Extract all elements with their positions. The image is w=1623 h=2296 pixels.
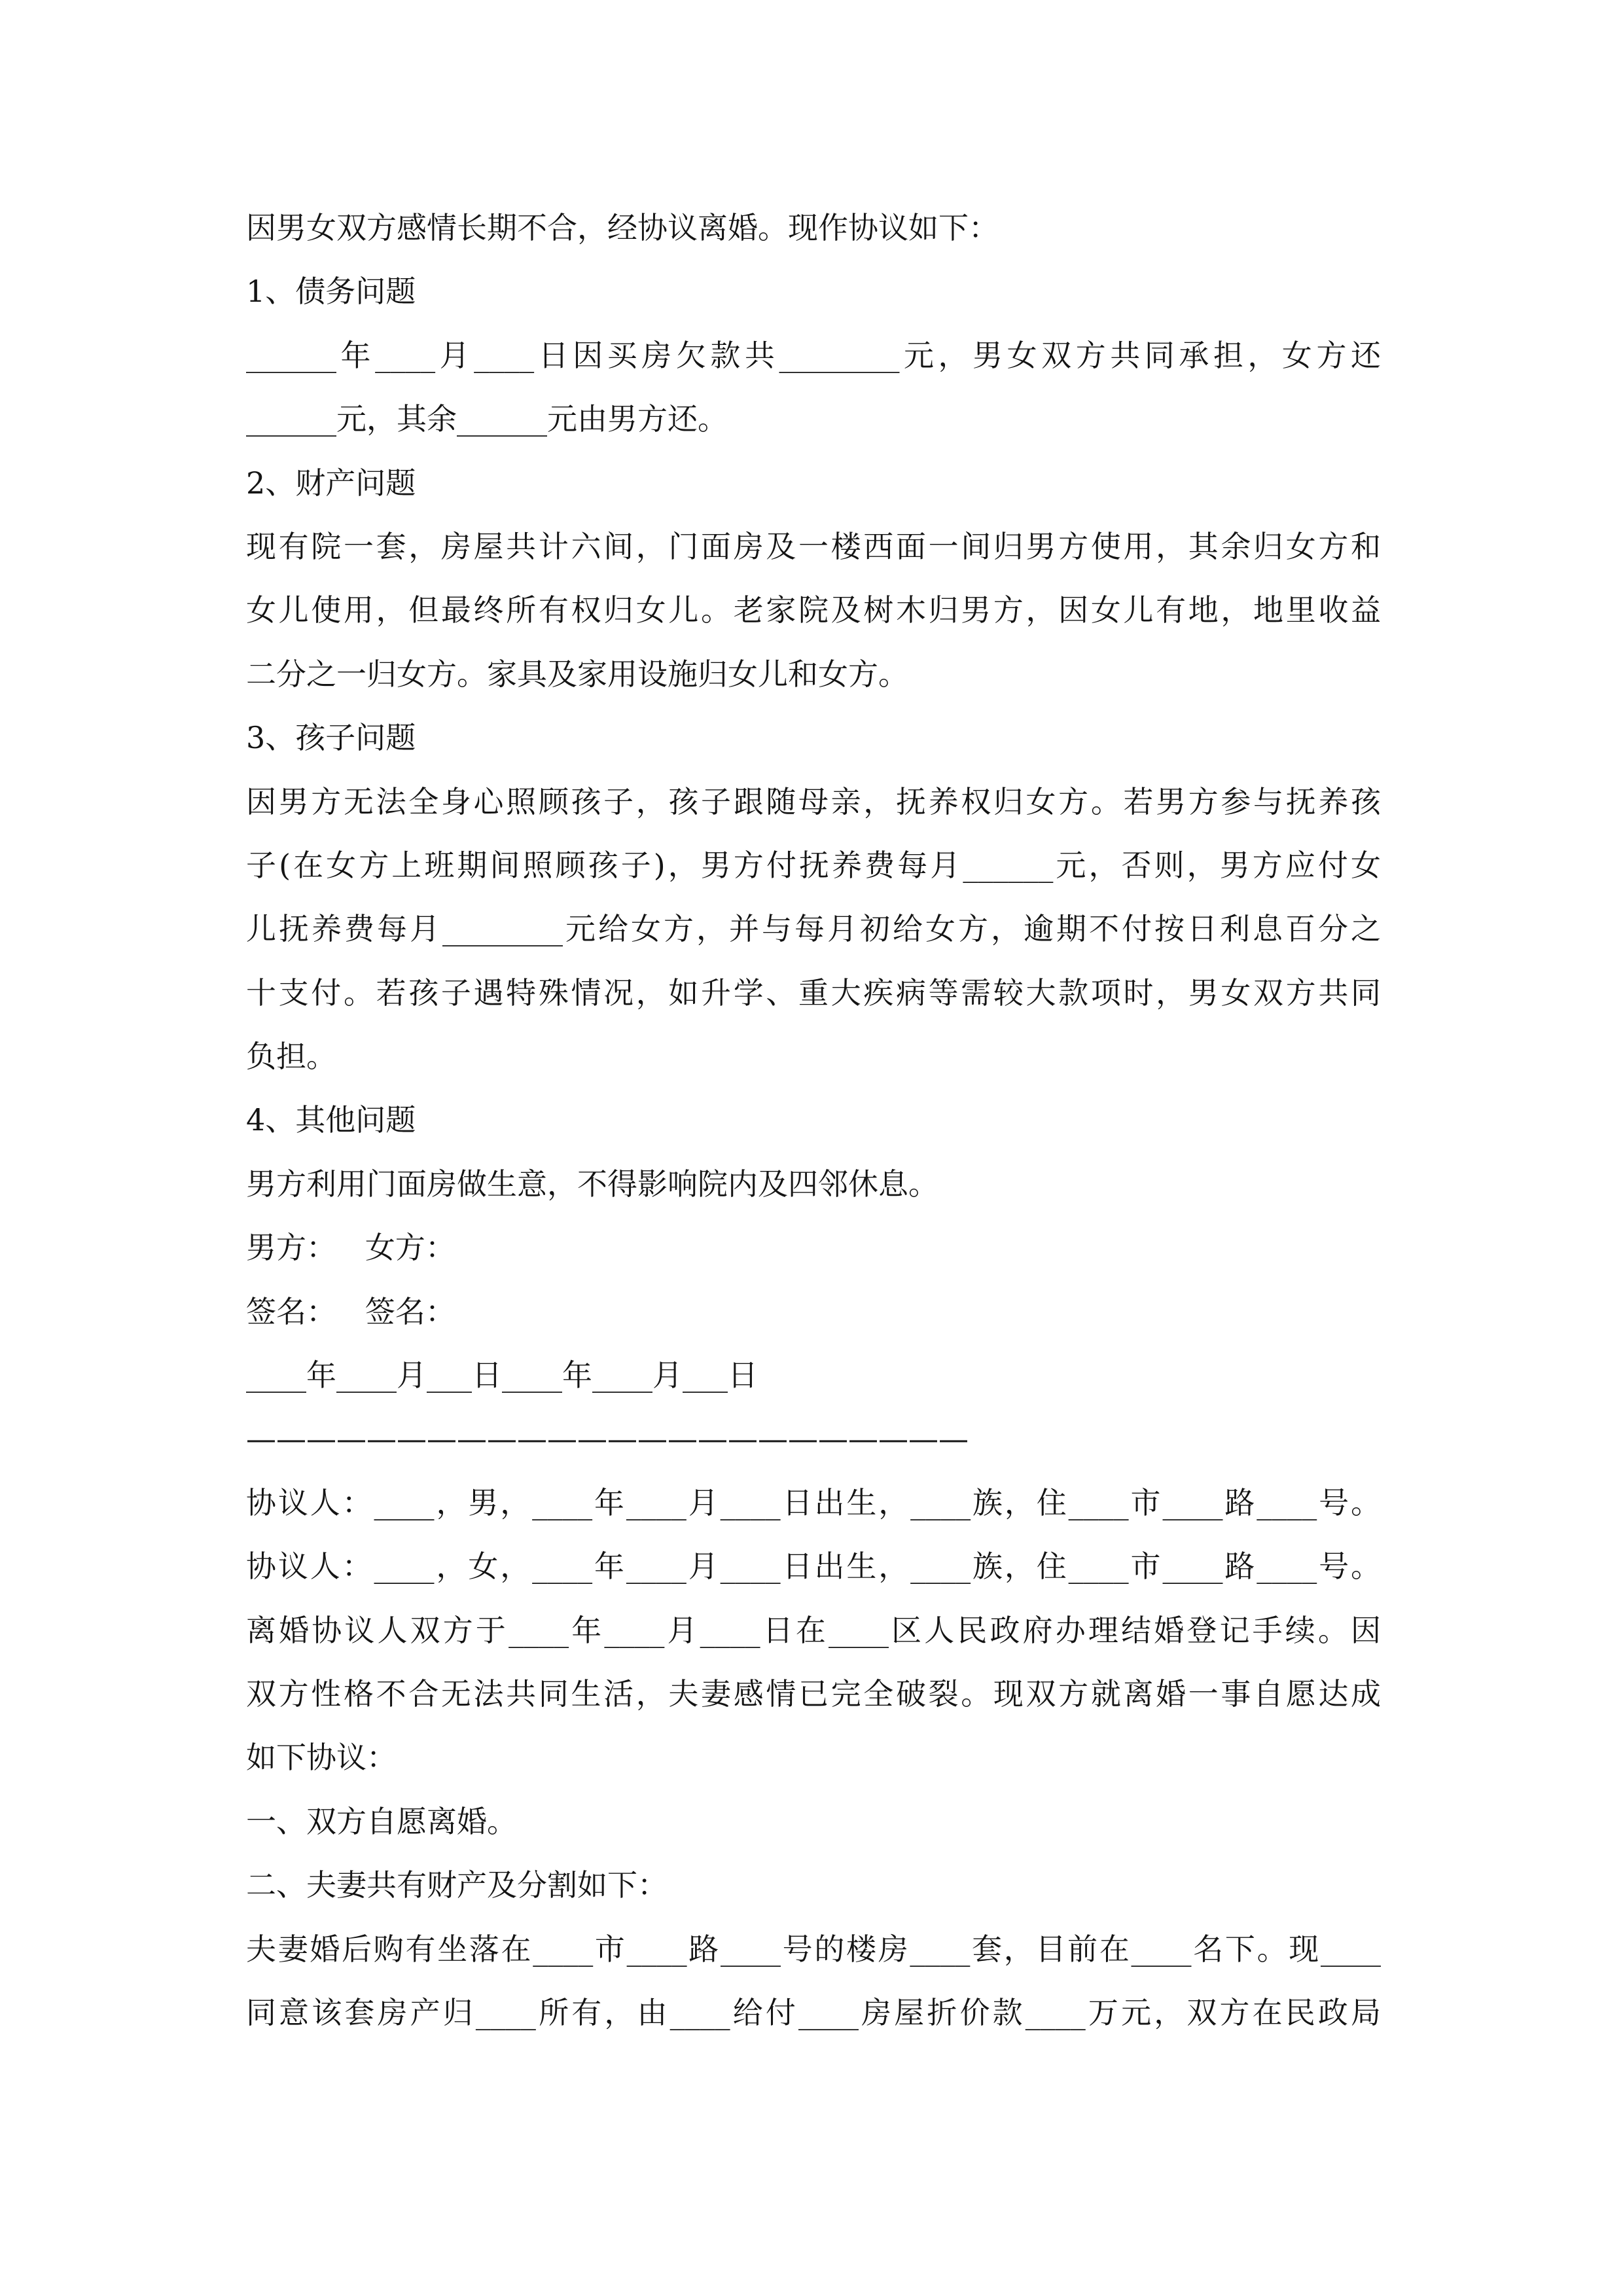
separator-line: ———————————————————————— xyxy=(246,1421,969,1457)
paragraph-line: 如下协议： xyxy=(246,1740,397,1776)
section-heading-children: 3、孩子问题 xyxy=(246,720,416,756)
date-blanks-line: ____年____月___日____年____月___日 xyxy=(246,1357,758,1393)
signature-labels-line: 签名： 签名： xyxy=(246,1293,455,1329)
party-info-female: 协议人：____，女，____年____月____日出生，____族，住____市____路____号。 xyxy=(246,1549,1381,1585)
section-heading-debt: 1、债务问题 xyxy=(246,274,416,310)
paragraph-line: 女儿使用，但最终所有权归女儿。老家院及树木归男方，因女儿有地，地里收益 xyxy=(246,592,1381,628)
paragraph-line: 离婚协议人双方于____年____月____日在____区人民政府办理结婚登记手续。因 xyxy=(246,1612,1381,1648)
paragraph-line: ______元，其余______元由男方还。 xyxy=(246,401,728,437)
paragraph-line: 儿抚养费每月________元给女方，并与每月初给女方，逾期不付按日利息百分之 xyxy=(246,911,1381,947)
paragraph-line: 现有院一套，房屋共计六间，门面房及一楼西面一间归男方使用，其余归女方和 xyxy=(246,528,1381,564)
intro-line: 因男女双方感情长期不合，经协议离婚。现作协议如下： xyxy=(246,210,999,245)
paragraph-line: 十支付。若孩子遇特殊情况，如升学、重大疾病等需较大款项时，男女双方共同 xyxy=(246,975,1381,1011)
section-heading-other: 4、其他问题 xyxy=(246,1102,416,1138)
paragraph-line: 子(在女方上班期间照顾孩子)，男方付抚养费每月______元，否则，男方应付女 xyxy=(246,847,1381,883)
clause-line: 二、夫妻共有财产及分割如下： xyxy=(246,1867,668,1903)
paragraph-line: 夫妻婚后购有坐落在____市____路____号的楼房____套，目前在____名下。现____ xyxy=(246,1931,1381,1967)
section-heading-property: 2、财产问题 xyxy=(246,465,416,501)
paragraph-line: 双方性格不合无法共同生活，夫妻感情已完全破裂。现双方就离婚一事自愿达成 xyxy=(246,1676,1381,1712)
paragraph-line: 男方利用门面房做生意，不得影响院内及四邻休息。 xyxy=(246,1166,938,1202)
clause-line: 一、双方自愿离婚。 xyxy=(246,1803,517,1839)
document-page xyxy=(246,196,1381,2045)
paragraph-line: 同意该套房产归____所有，由____给付____房屋折价款____万元，双方在民政局 xyxy=(246,1994,1381,2030)
paragraph-line: 二分之一归女方。家具及家用设施归女儿和女方。 xyxy=(246,656,908,692)
paragraph-line: 因男方无法全身心照顾孩子，孩子跟随母亲，抚养权归女方。若男方参与抚养孩 xyxy=(246,783,1381,819)
party-labels-line: 男方： 女方： xyxy=(246,1230,455,1266)
paragraph-line: 负担。 xyxy=(246,1039,336,1075)
paragraph-line: ______年____月____日因买房欠款共________元，男女双方共同承担，女方还 xyxy=(246,337,1381,373)
party-info-male: 协议人：____，男，____年____月____日出生，____族，住____市____路____号。 xyxy=(246,1484,1381,1520)
